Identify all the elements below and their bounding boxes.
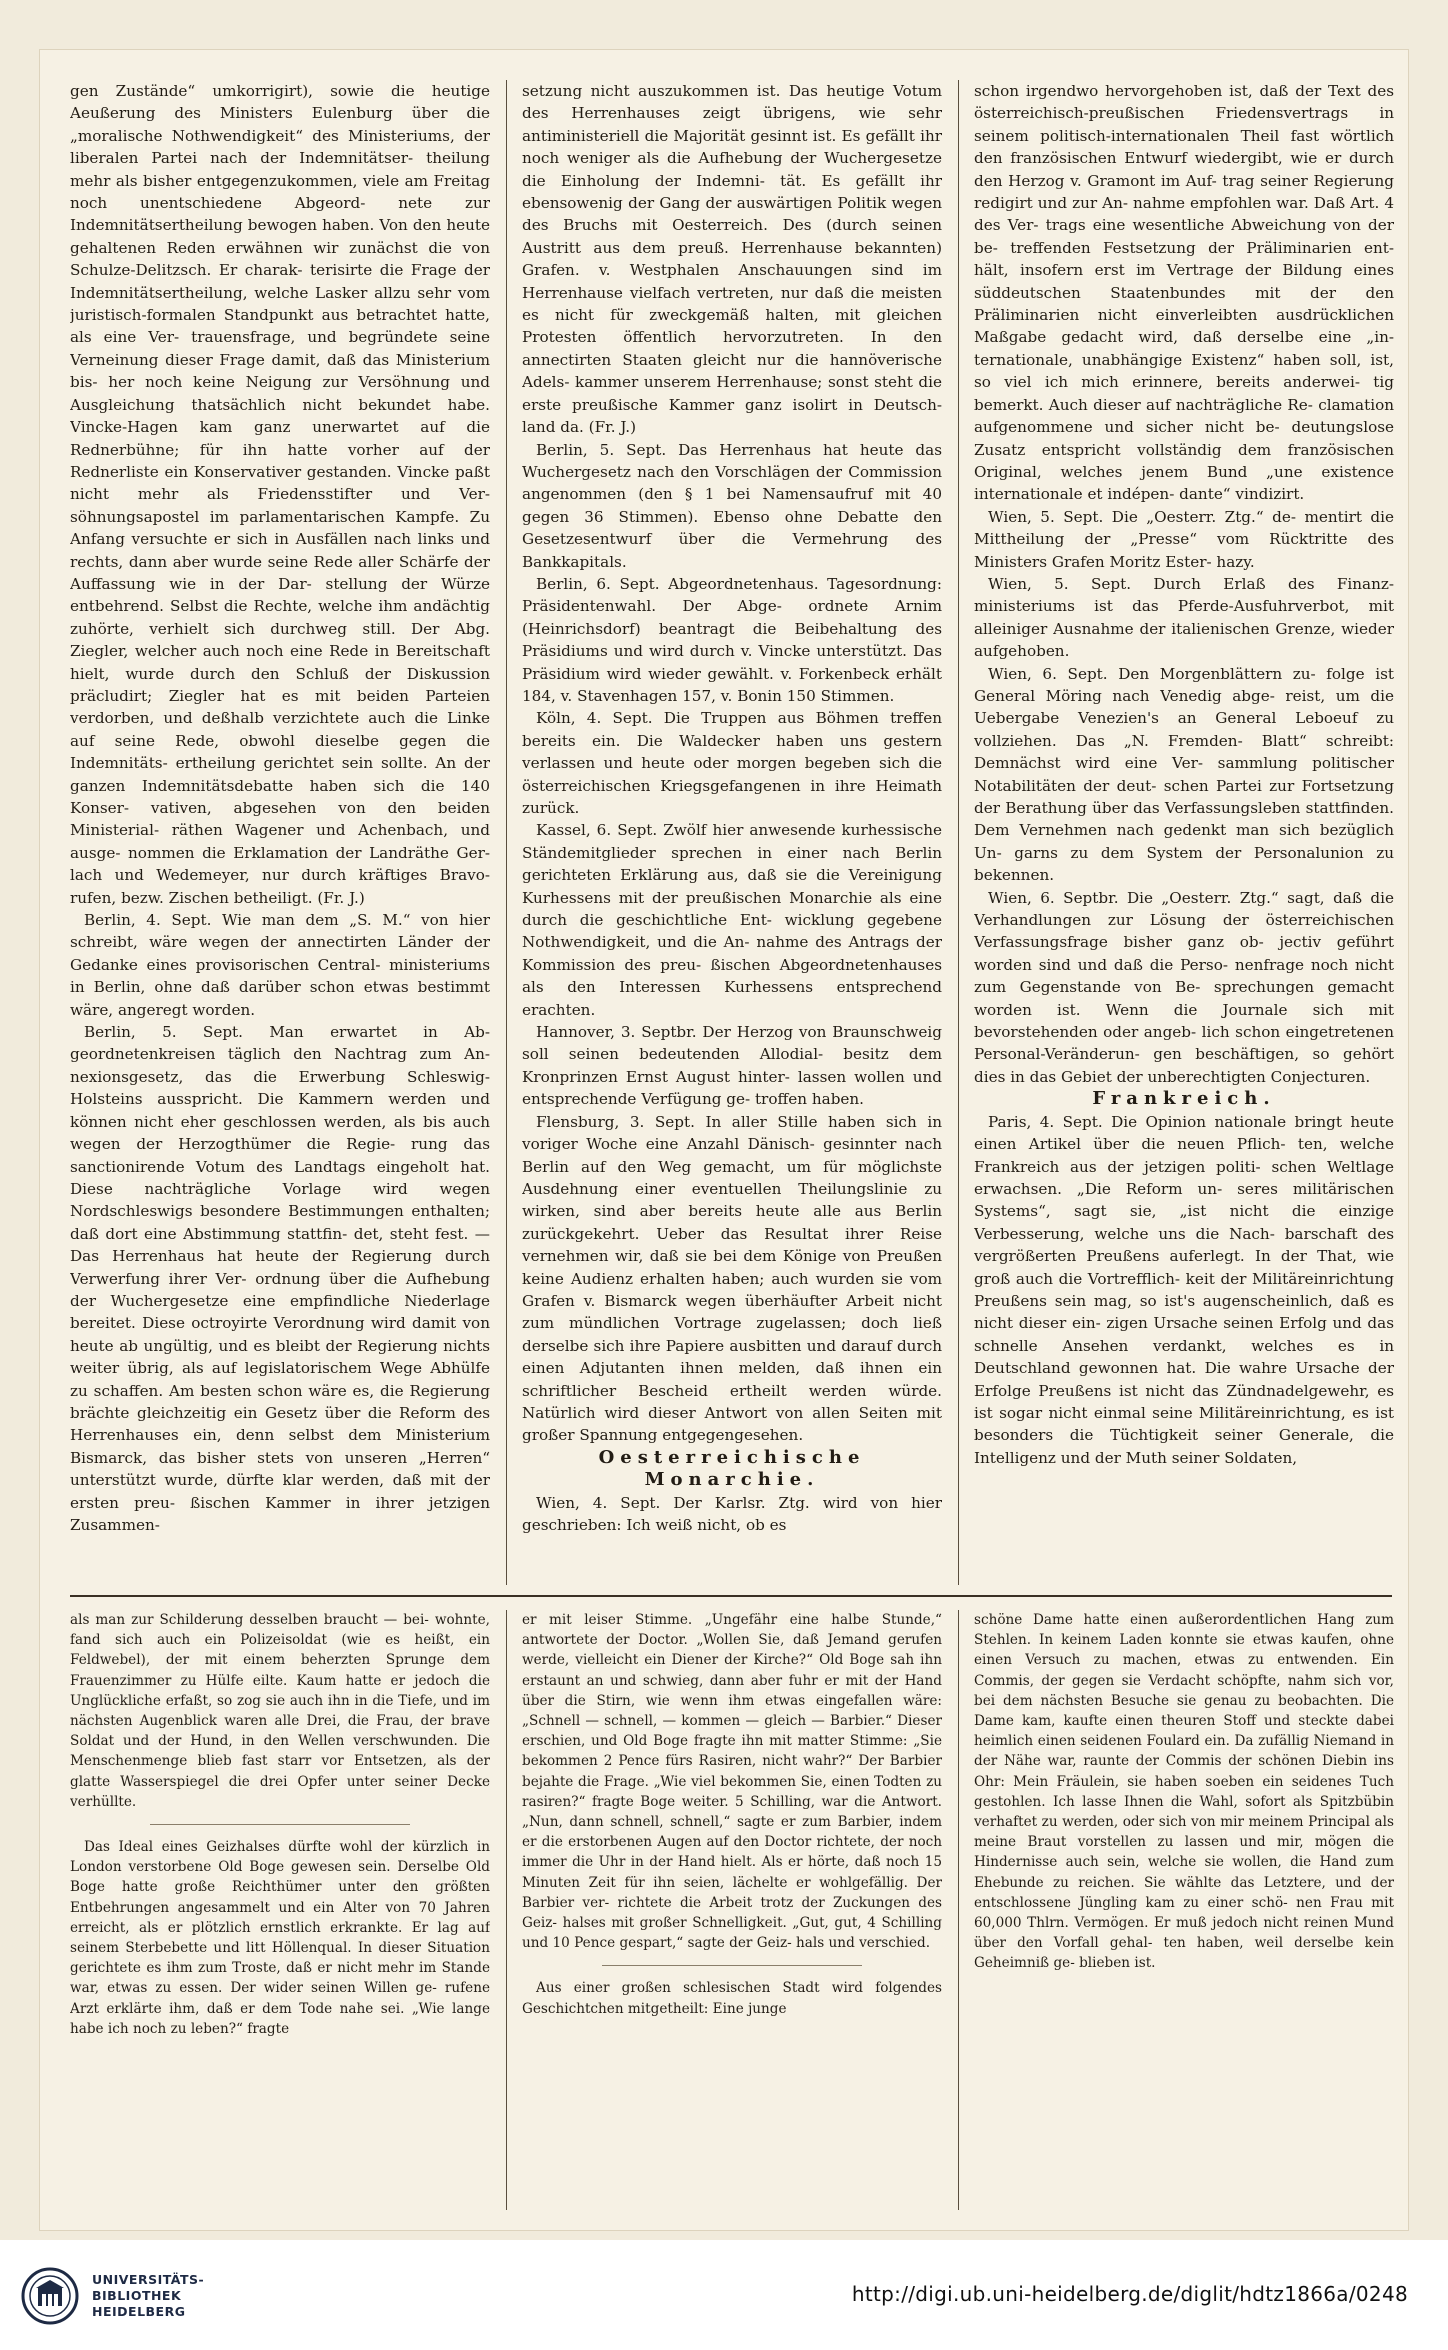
article-column-3 bbox=[974, 80, 1394, 1585]
column-divider bbox=[506, 80, 507, 1585]
paragraph: er mit leiser Stimme. „Ungefähr eine halbe Stunde,“ antwortete der Doctor. „Wollen Sie, daß Jemand gerufen werde, vielleicht ein Diener der Kirche?“ Old Boge sah ihn erstaunt an und schwieg, dann aber fuhr er mit der Hand über die Stirn, wie wenn ihm etwas eingefallen wäre: „Schnell — schnell, — kommen — gleich — Barbier.“ Dieser erschien, und Old Boge fragte ihn mit matter Stimme: „Sie bekommen 2 Pence fürs Rasiren, nicht wahr?“ Der Barbier bejahte die Frage. „Wie viel bekommen Sie, einen Todten zu rasiren?“ fragte Boge weiter. 5 Schilling, war die Antwort. „Nun, dann schnell, schnell,“ sagte er zum Barbier, indem er die erstorbenen Augen auf den Doctor richtete, der noch immer die Uhr in der Hand hielt. Als er hörte, daß noch 15 Minuten Zeit für ihn seien, lächelte er wohlgefällig. Der Barbier ver- richtete die Arbeit trotz der Zuckungen des Geiz- halses mit großer Schnelligkeit. „Gut, gut, 4 Schilling und 10 Pence gespart,“ sagte der Geiz- hals und verschied. bbox=[522, 1612, 942, 1952]
paragraph: setzung nicht auszukommen ist. Das heutige Votum des Herrenhauses zeigt übrigens, wie sehr antiministeriell die Majorität gesinnt ist. Es gefällt ihr noch weniger als die Aufhebung der Wuchergesetze die Einholung der Indemni- tät. Es gefällt ihr ebensowenig der Gang der auswärtigen Politik wegen des Bruchs mit Oesterreich. Des (durch seinen Austritt aus dem preuß. Herrenhause bekannten) Grafen. v. Westphalen Anschauungen sind im Herrenhause vielfach vertreten, nur daß die meisten es nicht für zweckgemäß halten, mit gleichen Protesten öffentlich hervorzutreten. In den annectirten Staaten gleicht nur die hannöverische Adels- kammer unserem Herrenhause; sonst steht die erste preußische Kammer ganz isolirt in Deutsch- land da. (Fr. J.) bbox=[522, 82, 942, 437]
paragraph: gen Zustände“ umkorrigirt), sowie die heutige Aeußerung des Ministers Eulenburg über die „moralische Nothwendigkeit“ des Ministeriums, der liberalen Partei nach der Indemnitätser- theilung mehr als bisher entgegenzukommen, viele am Freitag noch unentschiedene Abgeord- nete zur Indemnitätsertheilung bewogen haben. Von den heute gehaltenen Reden erwähnen wir zunächst die von Schulze-Delitzsch. Er charak- terisirte die Frage der Indemnitätsertheilung, welche Lasker allzu sehr vom juristisch-formalen Standpunkt aus betrachtet hatte, als eine Ver- trauensfrage, und begründete seine Verneinung dieser Frage damit, daß das Ministerium bis- her noch keine Neigung zur Versöhnung und Ausgleichung thatsächlich nicht bekundet habe. Vincke-Hagen kam ganz unerwartet auf die Rednerbühne; für ihn hatte vorher auf der Rednerliste ein Konservativer gestanden. Vincke paßt nicht mehr als Friedensstifter und Ver- söhnungsapostel im parlamentarischen Kampfe. Zu Anfang versuchte er sich in Ausfällen nach links und rechts, dann aber wurde seine Rede aller Schärfe der Auffassung wie in der Dar- stellung der Würze entbehrend. Selbst die Rechte, welche ihm andächtig zuhörte, verhielt sich durchweg still. Der Abg. Ziegler, welcher auch noch eine Rede in Bereitschaft hielt, wurde durch den Schluß der Diskussion präcludirt; Ziegler hat es mit beiden Parteien verdorben, und deßhalb verzichtete auch die Linke auf seine Rede, obwohl dieselbe gegen die Indemnitäts- ertheilung gerichtet sein sollte. An der ganzen Indemnitätsdebatte haben sich die 140 Konser- vativen, abgesehen von den beiden Ministerial- räthen Wagener und Achenbach, und ausge- nommen die Erklamation der Landräthe Ger- lach und Wedemeyer, nur durch kräftiges Bravo- rufen, bezw. Zischen betheiligt. (Fr. J.) bbox=[70, 82, 490, 907]
logo-line: HEIDELBERG bbox=[92, 2304, 186, 2319]
paragraph: Berlin, 5. Sept. Das Herrenhaus hat heute das Wuchergesetz nach den Vorschlägen der Commission angenommen (den § 1 bei Namensaufruf mit 40 gegen 36 Stimmen). Ebenso ohne Debatte den Gesetzesentwurf über die Vermehrung des Bankkapitals. bbox=[522, 440, 942, 571]
newspaper-page bbox=[40, 50, 1408, 2230]
paragraph: als man zur Schilderung desselben braucht — bei- wohnte, fand sich auch ein Polizeisoldat (wie es heißt, ein Feldwebel), der mit einem beherzten Sprunge dem Frauenzimmer zu Hülfe eilte. Kaum hatte er jedoch die Unglückliche erfaßt, so zog sie auch ihn in die Tiefe, und im nächsten Augenblick waren alle Drei, die Frau, der brave Soldat und der Hund, in den Wellen verschwunden. Die Menschenmenge blieb fast starr vor Entsetzen, als der glatte Wasserspiegel die drei Opfer unter seiner Decke verhüllte. bbox=[70, 1612, 490, 1810]
paragraph: Berlin, 4. Sept. Wie man dem „S. M.“ von hier schreibt, wäre wegen der annectirten Länder der Gedanke eines provisorischen Central- ministeriums in Berlin, ohne daß darüber schon etwas bestimmt wäre, angeregt worden. bbox=[70, 911, 490, 1019]
feuilleton-column-2 bbox=[522, 1610, 942, 2210]
paragraph: Hannover, 3. Septbr. Der Herzog von Braunschweig soll seinen bedeutenden Allodial- besitz dem Kronprinzen Ernst August hinter- lassen wollen und entsprechende Verfügung ge- troffen haben. bbox=[522, 1023, 942, 1109]
paragraph: Wien, 5. Sept. Die „Oesterr. Ztg.“ de- mentirt die Mittheilung der „Presse“ vom Rücktritte des Ministers Grafen Moritz Ester- hazy. bbox=[974, 507, 1394, 571]
section-heading: Oesterreichische Monarchie. bbox=[598, 1446, 866, 1491]
paragraph: Wien, 6. Septbr. Die „Oesterr. Ztg.“ sagt, daß die Verhandlungen zur Lösung der österreichischen Verfassungsfrage bisher ganz ob- jectiv geführt worden sind und daß die Perso- nenfrage noch nicht zum Gegenstande von Be- sprechungen gemacht worden ist. Wenn die Journale sich mit bevorstehenden oder angeb- lich schon eingetretenen Personal-Veränderun- gen beschäftigen, so gehört dies in das Gebiet der unberechtigten Conjecturen. bbox=[974, 888, 1394, 1086]
logo-line: BIBLIOTHEK bbox=[92, 2288, 182, 2303]
paragraph: Wien, 6. Sept. Den Morgenblättern zu- folge ist General Möring nach Venedig abge- reist, um die Uebergabe Venezien's an General Leboeuf zu vollziehen. Das „N. Fremden- Blatt“ schreibt: Demnächst wird eine Ver- sammlung politischer Notabilitäten der deut- schen Partei zur Fortsetzung der Berathung über das Verfassungsleben stattfinden. Dem Vernehmen nach gedenkt man sich bezüglich Un- garns zu dem System der Personalunion zu bekennen. bbox=[974, 664, 1394, 885]
library-footer bbox=[0, 2240, 1448, 2350]
paragraph: Das Ideal eines Geizhalses dürfte wohl der kürzlich in London verstorbene Old Boge gewesen sein. Derselbe Old Boge hatte große Reichthümer unter den größten Entbehrungen angesammelt und ein Alter von 70 Jahren erreicht, als er plötzlich ernstlich erkrankte. Er lag auf seinem Sterbebette und litt Höllenqual. In dieser Situation gerichtete es ihm zum Troste, daß er nicht mehr im Stande war, etwas zu essen. Der wider seinen Willen ge- rufene Arzt erklärte ihm, daß er dem Tode nahe sei. „Wie lange habe ich noch zu leben?“ fragte bbox=[70, 1839, 490, 2037]
article-column-1 bbox=[70, 80, 490, 1585]
feuilleton-column-1 bbox=[70, 1610, 490, 2210]
paragraph: Berlin, 5. Sept. Man erwartet in Ab- geordnetenkreisen täglich den Nachtrag zum An- nexionsgesetz, das die Erwerbung Schleswig- Holsteins ausspricht. Die Kammern werden und können nicht eher geschlossen werden, als bis auch wegen der Herzogthümer die Regie- rung das sanctionirende Votum des Landtags eingeholt hat. Diese nachträgliche Vorlage wird wegen Nordschleswigs besondere Bestimmungen enthalten; daß dort eine Abstimmung stattfin- det, steht fest. — Das Herrenhaus hat heute der Regierung durch Verwerfung ihrer Ver- ordnung über die Aufhebung der Wuchergesetze eine empfindliche Niederlage bereitet. Diese octroyirte Verordnung wird damit von heute ab ungültig, und es bleibt der Regierung nichts weiter übrig, als auf legislatorischem Wege Abhülfe zu schaffen. Am besten schon wäre es, die Regierung brächte gleichzeitig ein Gesetz über die Reform des Herrenhauses ein, denn selbst dem Ministerium Bismarck, das bisher stets von unseren „Herren“ unterstützt wurde, dürfte klar werden, daß mit der ersten preu- ßischen Kammer in ihrer jetzigen Zusammen- bbox=[70, 1023, 490, 1534]
separator bbox=[602, 1965, 862, 1966]
library-name bbox=[92, 2272, 204, 2320]
paragraph: Wien, 5. Sept. Durch Erlaß des Finanz- ministeriums ist das Pferde-Ausfuhrverbot, mit alleiniger Ausnahme der italienischen Grenze, wieder aufgehoben. bbox=[974, 574, 1394, 661]
paragraph: schon irgendwo hervorgehoben ist, daß der Text des österreichisch-preußischen Friedensvertrags in seinem politisch-internationalen Theil fast wörtlich den französischen Entwurf wiedergibt, wie er durch den Herzog v. Gramont im Auf- trag seiner Regierung redigirt und zur An- nahme empfohlen war. Daß Art. 4 des Ver- trags eine wesentliche Abweichung von der be- treffenden Festsetzung der Präliminarien ent- hält, insofern erst im Vertrage der Bildung eines süddeutschen Staatenbundes mit der den Präliminarien nicht einverleibten ausdrücklichen Maßgabe gedacht wird, daß derselbe eine „in- ternationale, unabhängige Existenz“ haben soll, ist, so viel ich mich erinnere, bereits anderwei- tig bemerkt. Auch dieser auf nachträgliche Re- clamation aufgenommene und sicher nicht be- deutungslose Zusatz entspricht vollständig dem französischen Original, welches jenem Bund „une existence internationale et indépen- dante“ vindizirt. bbox=[974, 82, 1394, 504]
paragraph: Wien, 4. Sept. Der Karlsr. Ztg. wird von hier geschrieben: Ich weiß nicht, ob es bbox=[522, 1493, 942, 1534]
separator bbox=[150, 1824, 410, 1825]
section-heading: Frankreich. bbox=[1092, 1088, 1276, 1110]
feuilleton-divider bbox=[70, 1595, 1392, 1597]
column-divider bbox=[958, 1610, 959, 2210]
paragraph: Kassel, 6. Sept. Zwölf hier anwesende kurhessische Ständemitglieder sprechen in einer nach Berlin gerichteten Erklärung aus, daß sie die Vereinigung Kurhessens mit der preußischen Monarchie als eine durch die geschichtliche Ent- wicklung gegebene Nothwendigkeit, und die An- nahme des Antrags der Kommission des preu- ßischen Abgeordnetenhauses als den Interessen Kurhessens entsprechend erachten. bbox=[522, 821, 942, 1019]
paragraph: Flensburg, 3. Sept. In aller Stille haben sich in voriger Woche eine Anzahl Dänisch- gesinnter nach Berlin auf den Weg gemacht, um für möglichste Ausdehnung einer eventuellen Theilungslinie zu wirken, sind aber bereits heute alle aus Berlin zurückgekehrt. Ueber das Resultat ihrer Reise vernehmen wir, daß sie bei dem Könige von Preußen keine Audienz erhalten haben; auch wurden sie vom Grafen v. Bismarck wegen überhäufter Arbeit nicht zum mündlichen Vortrage zugelassen; doch ließ derselbe sich ihre Papiere ausbitten und darauf durch einen Adjutanten ihnen melden, daß ihnen ein schriftlicher Bescheid ertheilt werden würde. Natürlich wird dieser Antwort von allen Seiten mit großer Spannung entgegengesehen. bbox=[522, 1112, 942, 1445]
article-column-2 bbox=[522, 80, 942, 1585]
paragraph: Aus einer großen schlesischen Stadt wird folgendes Geschichtchen mitgetheilt: Eine junge bbox=[522, 1980, 942, 2017]
permalink-url[interactable]: http://digi.ub.uni-heidelberg.de/diglit/hdtz1866a/0248 bbox=[851, 2282, 1408, 2306]
logo-line: UNIVERSITÄTS- bbox=[92, 2272, 205, 2287]
university-seal-icon bbox=[20, 2266, 80, 2326]
paragraph: Paris, 4. Sept. Die Opinion nationale bringt heute einen Artikel über die neuen Pflich- ten, welche Frankreich aus der jetzigen politi- schen Weltlage erwachsen. „Die Reform un- seres militärischen Systems“, sagt sie, „ist nicht die einzige Verbesserung, welche uns die Nach- barschaft des vergrößerten Preußens auferlegt. In der That, wie groß auch die Vortrefflich- keit der Militäreinrichtung Preußens sein mag, so ist's augenscheinlich, daß es nicht dieser ein- zigen Ursache seinen Erfolg und das schnelle Ansehen verdankt, welches es in Deutschland gewonnen hat. Die wahre Ursache der Erfolge Preußens ist nicht das Zündnadelgewehr, es ist sogar nicht einmal seine Militäreinrichtung, es ist besonders die Tüchtigkeit seiner Generale, die Intelligenz und der Muth seiner Soldaten, bbox=[974, 1112, 1394, 1467]
column-divider bbox=[958, 80, 959, 1585]
paragraph: Köln, 4. Sept. Die Truppen aus Böhmen treffen bereits ein. Die Waldecker haben uns gestern verlassen und heute oder morgen begeben sich die österreichischen Kriegsgefangenen in ihre Heimath zurück. bbox=[522, 709, 942, 817]
library-logo[interactable] bbox=[20, 2266, 280, 2326]
paragraph: schöne Dame hatte einen außerordentlichen Hang zum Stehlen. In keinem Laden konnte sie etwas kaufen, ohne einen Versuch zu machen, etwas zu entwenden. Ein Commis, der gegen sie Verdacht schöpfte, nahm sich vor, bei dem nächsten Besuche sie genau zu beobachten. Die Dame kam, kaufte einen theuren Stoff und steckte dabei heimlich einen seidenen Foulard ein. Da zufällig Niemand in der Nähe war, raunte der Commis der schönen Diebin ins Ohr: Mein Fräulein, sie haben soeben ein seidenes Tuch gestohlen. Ich lasse Ihnen die Wahl, sofort als Spitzbübin verhaftet zu werden, oder sich von mir meinem Principal als meine Braut vorstellen zu lassen und mir, mögen die Hindernisse auch sein, welche sie wollen, die Hand zum Ehebunde zu reichen. Sie wählte das Letztere, und der entschlossene Jüngling kam zu einer schö- nen Frau mit 60,000 Thlrn. Vermögen. Er muß jedoch nicht reinen Mund über den Vorfall gehal- ten haben, weil derselbe kein Geheimniß ge- blieben ist. bbox=[974, 1612, 1394, 1972]
paragraph: Berlin, 6. Sept. Abgeordnetenhaus. Tagesordnung: Präsidentenwahl. Der Abge- ordnete Arnim (Heinrichsdorf) beantragt die Beibehaltung des Präsidiums und wird durch v. Vincke unterstützt. Das Präsidium wird wieder gewählt. v. Forkenbeck erhält 184, v. Stavenhagen 157, v. Bonin 150 Stimmen. bbox=[522, 574, 942, 705]
feuilleton-column-3 bbox=[974, 1610, 1394, 2210]
column-divider bbox=[506, 1610, 507, 2210]
